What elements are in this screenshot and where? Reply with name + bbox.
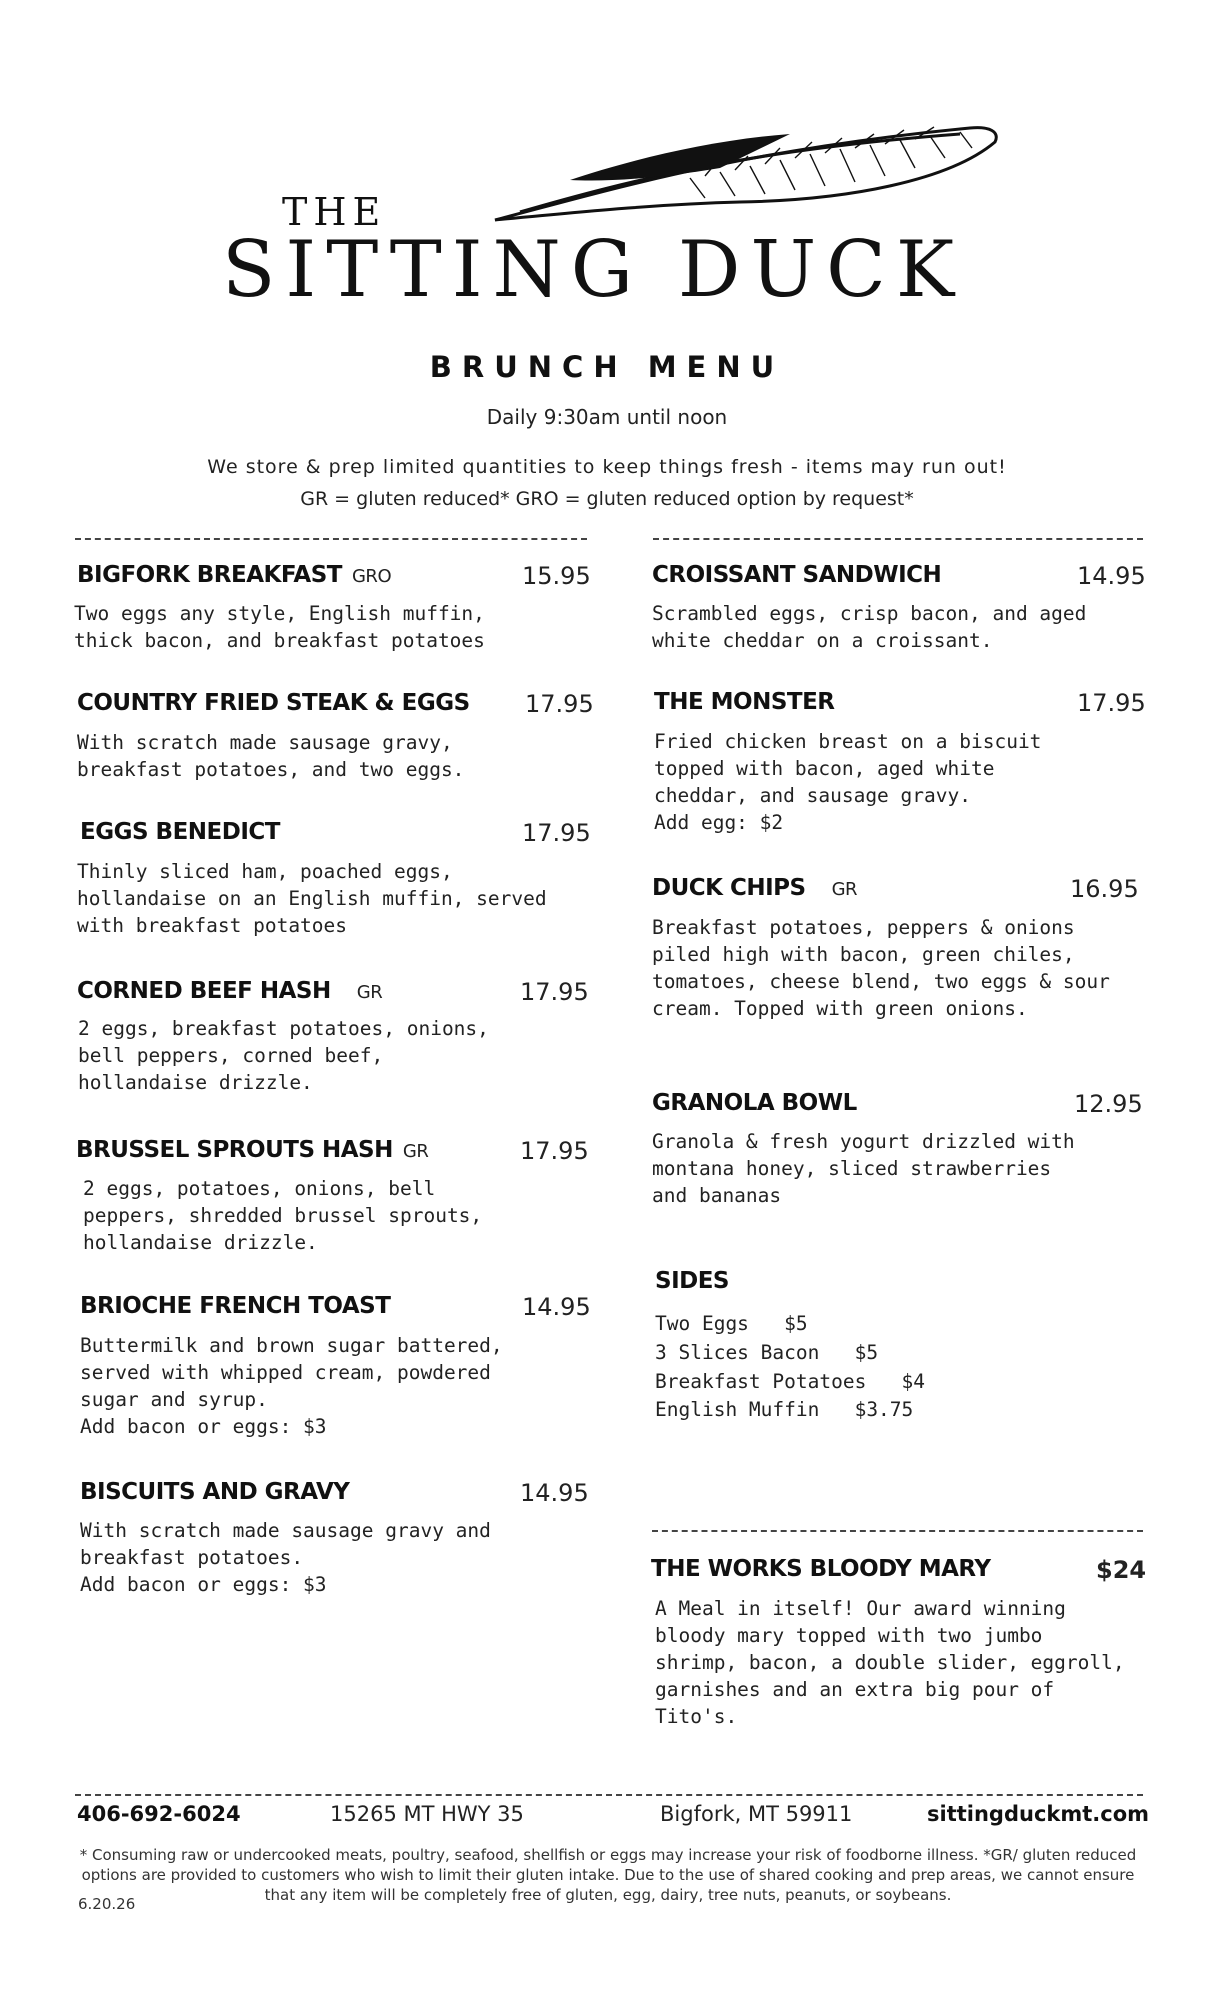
item-description: Thinly sliced ham, poached eggs, hollandaise on an English muffin, served with breakfast potatoes	[77, 860, 547, 937]
item-name: CORNED BEEF HASH GR	[77, 978, 383, 1004]
city: Bigfork, MT 59911	[660, 1802, 853, 1826]
item-description: With scratch made sausage gravy, breakfast potatoes, and two eggs.	[77, 731, 465, 781]
side-item: 3 Slices Bacon $5	[655, 1341, 879, 1364]
item-price: 15.95	[522, 562, 591, 590]
logo-the: THE	[282, 190, 387, 234]
gluten-legend: GR = gluten reduced* GRO = gluten reduced option by request*	[300, 488, 914, 510]
gluten-tag: GR	[356, 982, 383, 1003]
gluten-tag: GRO	[351, 566, 392, 587]
item-description: 2 eggs, potatoes, onions, bell peppers, shredded brussel sprouts, hollandaise drizzle.	[83, 1177, 483, 1254]
item-price: 12.95	[1074, 1090, 1143, 1118]
side-item: Breakfast Potatoes $4	[655, 1370, 926, 1393]
item-price: $24	[1096, 1556, 1147, 1584]
divider	[652, 1530, 1143, 1532]
item-description: Scrambled eggs, crisp bacon, and aged white cheddar on a croissant.	[652, 602, 1087, 652]
item-name: CROISSANT SANDWICH	[652, 562, 942, 588]
item-name: COUNTRY FRIED STEAK & EGGS	[77, 690, 470, 716]
item-description: 2 eggs, breakfast potatoes, onions, bell peppers, corned beef, hollandaise drizzle.	[78, 1017, 489, 1094]
notice-text: We store & prep limited quantities to keep things fresh - items may run out!	[207, 456, 1007, 478]
item-price: 17.95	[522, 819, 591, 847]
item-price: 16.95	[1070, 875, 1139, 903]
hours-text: Daily 9:30am until noon	[486, 405, 728, 429]
item-price: 17.95	[1077, 689, 1146, 717]
logo-name: SITTING DUCK	[222, 225, 965, 315]
item-description: A Meal in itself! Our award winning bloody mary topped with two jumbo shrimp, bacon, a double slider, eggroll, garnishes and an extra big pour of Tito's.	[655, 1597, 1125, 1728]
item-description: Fried chicken breast on a biscuit topped with bacon, aged white cheddar, and sausage gravy. Add egg: $2	[654, 730, 1042, 834]
website: sittingduckmt.com	[927, 1802, 1150, 1826]
item-description: Two eggs any style, English muffin, thick bacon, and breakfast potatoes	[74, 602, 485, 652]
item-name: BRUSSEL SPROUTS HASH GR	[76, 1137, 429, 1163]
item-description: Breakfast potatoes, peppers & onions piled high with bacon, green chiles, tomatoes, cheese blend, two eggs & sour cream. Topped with green onions.	[652, 916, 1110, 1020]
item-price: 14.95	[520, 1479, 589, 1507]
divider	[75, 1794, 1143, 1796]
divider	[75, 538, 587, 540]
item-name: EGGS BENEDICT	[80, 819, 280, 845]
item-description: Buttermilk and brown sugar battered, served with whipped cream, powdered sugar and syrup. Add bacon or eggs: $3	[80, 1334, 503, 1438]
gluten-tag: GR	[831, 879, 858, 900]
menu-date: 6.20.26	[78, 1895, 136, 1913]
item-price: 17.95	[525, 690, 594, 718]
feather-logo-icon	[490, 120, 1010, 230]
sides-title: SIDES	[655, 1268, 729, 1294]
item-price: 17.95	[520, 978, 589, 1006]
side-item: English Muffin $3.75	[655, 1398, 914, 1421]
side-item: Two Eggs $5	[655, 1312, 808, 1335]
item-price: 17.95	[520, 1137, 589, 1165]
item-name: BIGFORK BREAKFAST GRO	[77, 562, 392, 588]
item-name: BISCUITS AND GRAVY	[80, 1479, 350, 1505]
item-name: DUCK CHIPS GR	[652, 875, 858, 901]
item-name: GRANOLA BOWL	[652, 1090, 857, 1116]
item-description: With scratch made sausage gravy and breakfast potatoes. Add bacon or eggs: $3	[80, 1519, 491, 1596]
item-name: THE WORKS BLOODY MARY	[651, 1556, 991, 1582]
address: 15265 MT HWY 35	[330, 1802, 524, 1826]
disclaimer: * Consuming raw or undercooked meats, poultry, seafood, shellfish or eggs may increase your risk of foodborne illness. *GR/ gluten reduced options are provided to customers who wish to limit their gluten intake. Due to the use of shared cooking and prep areas, we cannot ensure that any item will be completely free of gluten, egg, dairy, tree nuts, peanuts, or soybeans.	[79, 1846, 1137, 1904]
gluten-tag: GR	[402, 1141, 429, 1162]
item-name: BRIOCHE FRENCH TOAST	[80, 1293, 391, 1319]
menu-title: BRUNCH MENU	[429, 350, 785, 384]
divider	[653, 538, 1143, 540]
phone-number: 406-692-6024	[77, 1802, 241, 1826]
item-name: THE MONSTER	[654, 689, 835, 715]
item-description: Granola & fresh yogurt drizzled with montana honey, sliced strawberries and bananas	[652, 1130, 1075, 1207]
item-price: 14.95	[522, 1293, 591, 1321]
item-price: 14.95	[1077, 562, 1146, 590]
